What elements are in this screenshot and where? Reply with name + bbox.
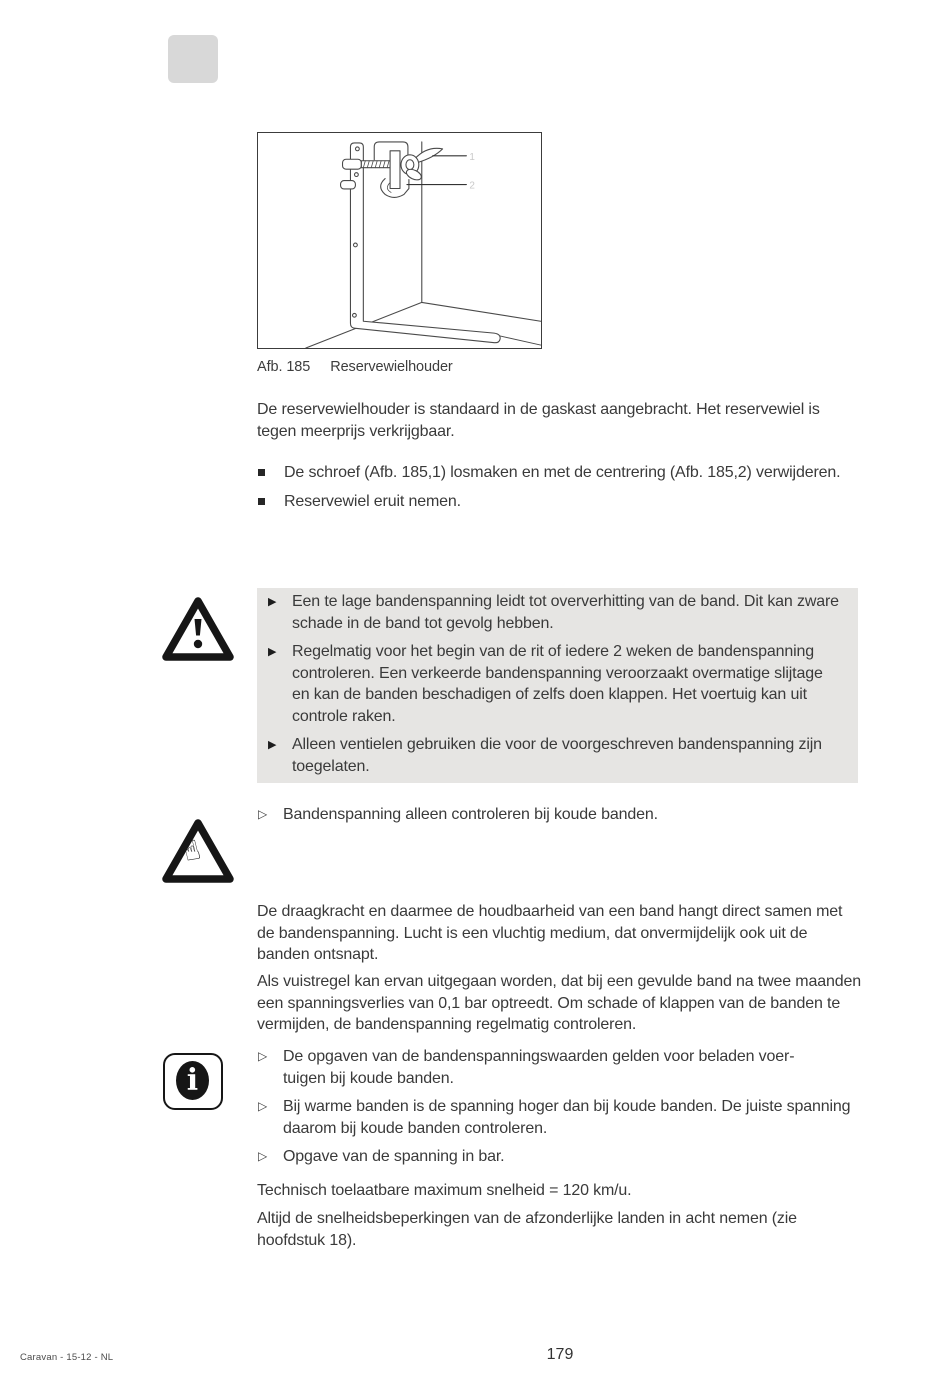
- info-note-text: Bij warme banden is de spanning hoger dan bij koude banden. De juiste spanning daarom bij koude banden controleren.: [283, 1098, 851, 1137]
- open-arrow-bullet-icon: ▷: [258, 807, 268, 821]
- open-arrow-bullet-icon: ▷: [258, 1099, 268, 1113]
- step-text: Reservewiel eruit nemen.: [284, 492, 461, 510]
- list-item: [257, 491, 861, 513]
- figure-callout-2: 2: [469, 180, 475, 192]
- intro-paragraph: De reservewielhouder is standaard in de gaskast aangebracht. Het reservewiel is tegen meerprijs verkrijgbaar.: [257, 401, 820, 440]
- info-note-text: De opgaven van de bandenspanningswaarden gelden voor beladen voertuigen bij koude banden.: [283, 1048, 795, 1087]
- warning-item: [257, 641, 858, 727]
- figure-caption: [257, 359, 453, 375]
- open-arrow-bullet-icon: ▷: [258, 1149, 268, 1163]
- info-note-list: [257, 1046, 861, 1175]
- warning-triangle-icon: [160, 594, 236, 664]
- document-reference: Caravan - 15-12 - NL: [20, 1352, 114, 1363]
- chapter-tab: [168, 35, 218, 83]
- square-bullet-icon: [258, 498, 265, 505]
- speed-limit-note: Altijd de snelheidsbeperkingen van de afzonderlijke landen in acht nemen (zie hoofdstuk 18).: [257, 1210, 797, 1249]
- step-text: De schroef (Afb. 185,1) losmaken en met de centrering (Afb. 185,2) verwijderen.: [284, 464, 841, 481]
- warning-text: Een te lage bandenspanning leidt tot oververhitting van de band. Dit kan zware schade in de band tot gevolg hebben.: [292, 593, 839, 632]
- info-icon: [163, 1053, 223, 1110]
- info-note: [257, 1096, 861, 1139]
- spare-wheel-holder-drawing: [258, 133, 541, 348]
- page-number: 179: [546, 1346, 574, 1363]
- filled-arrow-bullet-icon: ▶: [268, 595, 277, 608]
- body-paragraph: Als vuistregel kan ervan uitgegaan worden, dat bij een gevulde band na twee maanden een spanningsverlies van 0,1 bar optreedt. Om schade of klappen van de banden te vermijden, de bandenspanning regelmatig controleren.: [257, 973, 861, 1033]
- max-speed-line: Technisch toelaatbare maximum snelheid = 120 km/u.: [257, 1182, 632, 1199]
- step-list: [257, 462, 861, 519]
- info-icon-letter: i: [186, 1062, 199, 1098]
- body-paragraph: De draagkracht en daarmee de houdbaarheid van een band hangt direct samen met de bandenspanning. Lucht is een vluchtig medium, dat onvermijdelijk ook uit de banden ontsnapt.: [257, 903, 843, 963]
- info-note: [257, 1046, 861, 1089]
- filled-arrow-bullet-icon: ▶: [268, 645, 277, 658]
- pointing-hand-icon: ☝: [180, 834, 204, 869]
- info-note-text: Opgave van de spanning in bar.: [283, 1148, 505, 1165]
- open-arrow-bullet-icon: ▷: [258, 1049, 268, 1063]
- warning-text: Regelmatig voor het begin van de rit of iedere 2 weken de bandenspanning controleren. Een verkeerde bandenspanning veroorzaakt overmatige slijtage en kan de banden beschadigen of zelfs doen klappen. Het voertuig kan uit controle raken.: [292, 643, 823, 725]
- figure-caption-label: Afb. 185: [257, 359, 311, 375]
- filled-arrow-bullet-icon: ▶: [268, 738, 277, 751]
- info-note: [257, 1146, 861, 1168]
- warning-item: [257, 591, 858, 634]
- hand-note: [257, 804, 861, 826]
- figure-caption-title: Reservewielhouder: [330, 359, 453, 375]
- figure-callout-1: 1: [469, 151, 475, 163]
- warning-text: Alleen ventielen gebruiken die voor de voorgeschreven bandenspanning zijn toegelaten.: [292, 736, 822, 775]
- list-item: [257, 462, 861, 484]
- figure-spare-wheel-holder: [257, 132, 542, 349]
- square-bullet-icon: [258, 469, 265, 476]
- hand-triangle-icon: [160, 816, 236, 886]
- warning-item: [257, 734, 858, 777]
- info-icon-oval: [176, 1061, 209, 1100]
- hand-note-text: Bandenspanning alleen controleren bij koude banden.: [283, 806, 658, 823]
- warning-box: [257, 588, 858, 783]
